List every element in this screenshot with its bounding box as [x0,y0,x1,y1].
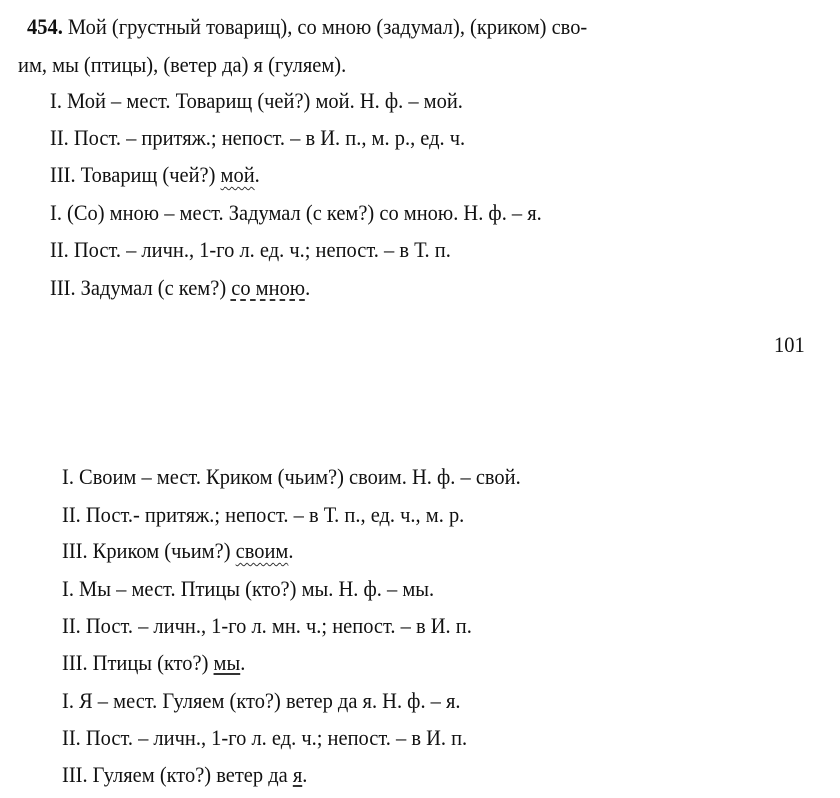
analysis-line [50,162,260,188]
analysis-line [62,650,245,676]
analysis-line: I. Я – мест. Гуляем (кто?) ветер да я. Н. ф. – я. [62,688,461,713]
analysis-line [50,275,310,301]
text: . [240,650,246,675]
text: . [305,275,311,300]
underlined-word: со мною [231,275,306,300]
text: . [288,538,294,563]
underlined-word: я [292,762,303,787]
analysis-line: II. Пост.- притяж.; непост. – в Т. п., ед. ч., м. р. [62,502,465,527]
text: III. Криком (чьим?) [62,538,236,563]
exercise-text: Мой (грустный товарищ), со мною (задумал), (криком) сво- [62,14,588,39]
text: III. Задумал (с кем?) [50,275,232,300]
text: III. Птицы (кто?) [62,650,214,675]
analysis-line [62,762,307,788]
analysis-line: I. Своим – мест. Криком (чьим?) своим. Н. ф. – свой. [62,464,521,489]
analysis-line: II. Пост. – притяж.; непост. – в И. п., м. р., ед. ч. [50,125,466,150]
underlined-word: мой [220,162,255,187]
exercise-number: 454. [27,14,63,39]
text: III. Гуляем (кто?) ветер да [62,762,293,787]
text: . [302,762,308,787]
analysis-line: I. (Со) мною – мест. Задумал (с кем?) со мною. Н. ф. – я. [50,200,542,225]
analysis-line: II. Пост. – личн., 1-го л. мн. ч.; непост. – в И. п. [62,613,472,638]
analysis-line: II. Пост. – личн., 1-го л. ед. ч.; непост. – в Т. п. [50,237,451,262]
exercise-text-cont: им, мы (птицы), (ветер да) я (гуляем). [18,52,347,77]
analysis-line: II. Пост. – личн., 1-го л. ед. ч.; непост. – в И. п. [62,725,468,750]
underlined-word: мы [213,650,241,675]
page-number: 101 [774,332,805,357]
analysis-line: I. Мой – мест. Товарищ (чей?) мой. Н. ф. – мой. [50,88,463,113]
analysis-line [62,538,293,564]
text: . [254,162,260,187]
underlined-word: своим [235,538,289,563]
exercise-heading-line [27,14,587,40]
text: III. Товарищ (чей?) [50,162,221,187]
analysis-line: I. Мы – мест. Птицы (кто?) мы. Н. ф. – мы. [62,576,435,601]
